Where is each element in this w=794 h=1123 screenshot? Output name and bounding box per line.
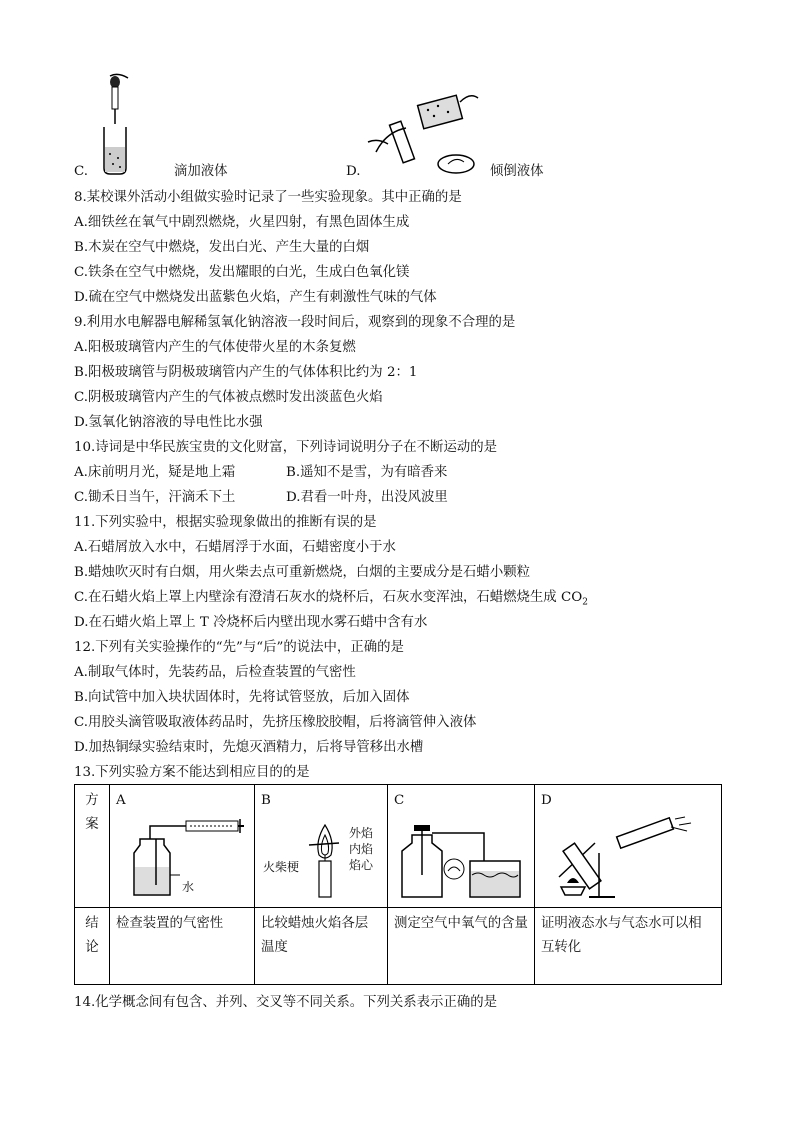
q8-option-b: B.木炭在空气中燃烧，发出白光、产生大量的白烟 [74,240,370,255]
q11-option-b: B.蜡烛吹灭时有白烟，用火柴去点可重新燃烧，白烟的主要成分是石蜡小颗粒 [74,565,530,580]
q12-stem: 12.下列有关实验操作的“先”与“后”的说法中，正确的是 [74,640,404,655]
cell-c [388,785,535,908]
q12-option-c: C.用胶头滴管吸取液体药品时，先挤压橡胶胶帽，后将滴管伸入液体 [74,715,477,730]
cell-b [255,785,388,908]
q13-table [74,784,722,985]
q8-option-d: D.硫在空气中燃烧发出蓝紫色火焰，产生有刺激性气味的气体 [74,290,437,305]
q11-option-a: A.石蜡屑放入水中，石蜡屑浮于水面，石蜡密度小于水 [74,540,396,555]
q12-option-b: B.向试管中加入块状固体时，先将试管竖放，后加入固体 [74,690,410,705]
label-flame-core: 焰心 [349,858,374,872]
q11-option-d: D.在石蜡火焰上罩上 T 冷烧杯后内壁出现水雾石蜡中含有水 [74,615,428,630]
q10-option-d: D.君看一叶舟，出没风波里 [286,490,448,505]
q11-option-c-text: C.在石蜡火焰上罩上内壁涂有澄清石灰水的烧杯后，石灰水变浑浊，石蜡燃烧生成 CO [74,590,583,605]
col-label-a: A [116,793,126,808]
dropper-figure [96,72,136,176]
table-row [75,908,722,985]
pouring-figure [366,92,486,178]
candle-flame-figure [305,821,345,901]
row-header-conclusion: 结论 [75,908,110,985]
conclusion-c: 测定空气中氧气的含量 [388,908,535,985]
label-outer-flame: 外焰 [349,826,374,840]
label-water: 水 [182,880,195,894]
col-label-b: B [261,793,271,808]
q10-option-c: C.锄禾日当午，汗滴禾下土 [74,490,236,505]
conclusion-d: 证明液态水与气态水可以相互转化 [535,908,722,985]
option-d-label: 倾倒液体 [490,164,544,179]
conclusion-a: 检查装置的气密性 [110,908,255,985]
col-label-d: D [541,793,552,808]
row-header-scheme: 方案 [75,785,110,908]
q10-stem: 10.诗词是中华民族宝贵的文化财富，下列诗词说明分子在不断运动的是 [74,440,498,455]
q14-stem: 14.化学概念间有包含、并列、交叉等不同关系。下列关系表示正确的是 [74,995,498,1010]
q13-stem: 13.下列实验方案不能达到相应目的的是 [74,765,310,780]
q9-stem: 9.利用水电解器电解稀氢氧化钠溶液一段时间后，观察到的现象不合理的是 [74,315,516,330]
water-evaporation-figure [539,813,715,899]
q11-option-c [74,589,588,612]
q9-option-a: A.阳极玻璃管内产生的气体使带火星的木条复燃 [74,340,356,355]
q11-stem: 11.下列实验中，根据实验现象做出的推断有误的是 [74,515,377,530]
q8-option-a: A.细铁丝在氧气中剧烈燃烧，火星四射，有黑色固体生成 [74,215,410,230]
q8-stem: 8.某校课外活动小组做实验时记录了一些实验现象。其中正确的是 [74,190,462,205]
table-row [75,785,722,908]
option-c-label: 滴加液体 [174,164,228,179]
q12-option-d: D.加热铜绿实验结束时，先熄灭酒精力，后将导管移出水槽 [74,740,424,755]
col-label-c: C [394,793,405,808]
cell-d [535,785,722,908]
q10-option-b: B.遥知不是雪，为有暗香来 [286,465,448,480]
option-c-letter: C. [74,164,89,179]
option-d-letter: D. [346,164,361,179]
q8-option-c: C.铁条在空气中燃烧，发出耀眼的白光，生成白色氧化镁 [74,265,410,280]
q9-option-c: C.阴极玻璃管内产生的气体被点燃时发出淡蓝色火焰 [74,390,383,405]
q10-option-a: A.床前明月光，疑是地上霜 [74,465,236,480]
cell-a [110,785,255,908]
q9-option-b: B.阳极玻璃管与阴极玻璃管内产生的气体体积比约为 2：1 [74,365,418,380]
oxygen-measurement-figure [396,815,526,899]
q11-option-c-subscript: 2 [582,597,588,608]
q9-option-d: D.氢氧化钠溶液的导电性比水强 [74,415,263,430]
label-matchstick: 火柴梗 [263,860,300,874]
label-inner-flame: 内焰 [349,842,374,856]
conclusion-b: 比较蜡烛火焰各层温度 [255,908,388,985]
q12-option-a: A.制取气体时，先装药品，后检查装置的气密性 [74,665,356,680]
